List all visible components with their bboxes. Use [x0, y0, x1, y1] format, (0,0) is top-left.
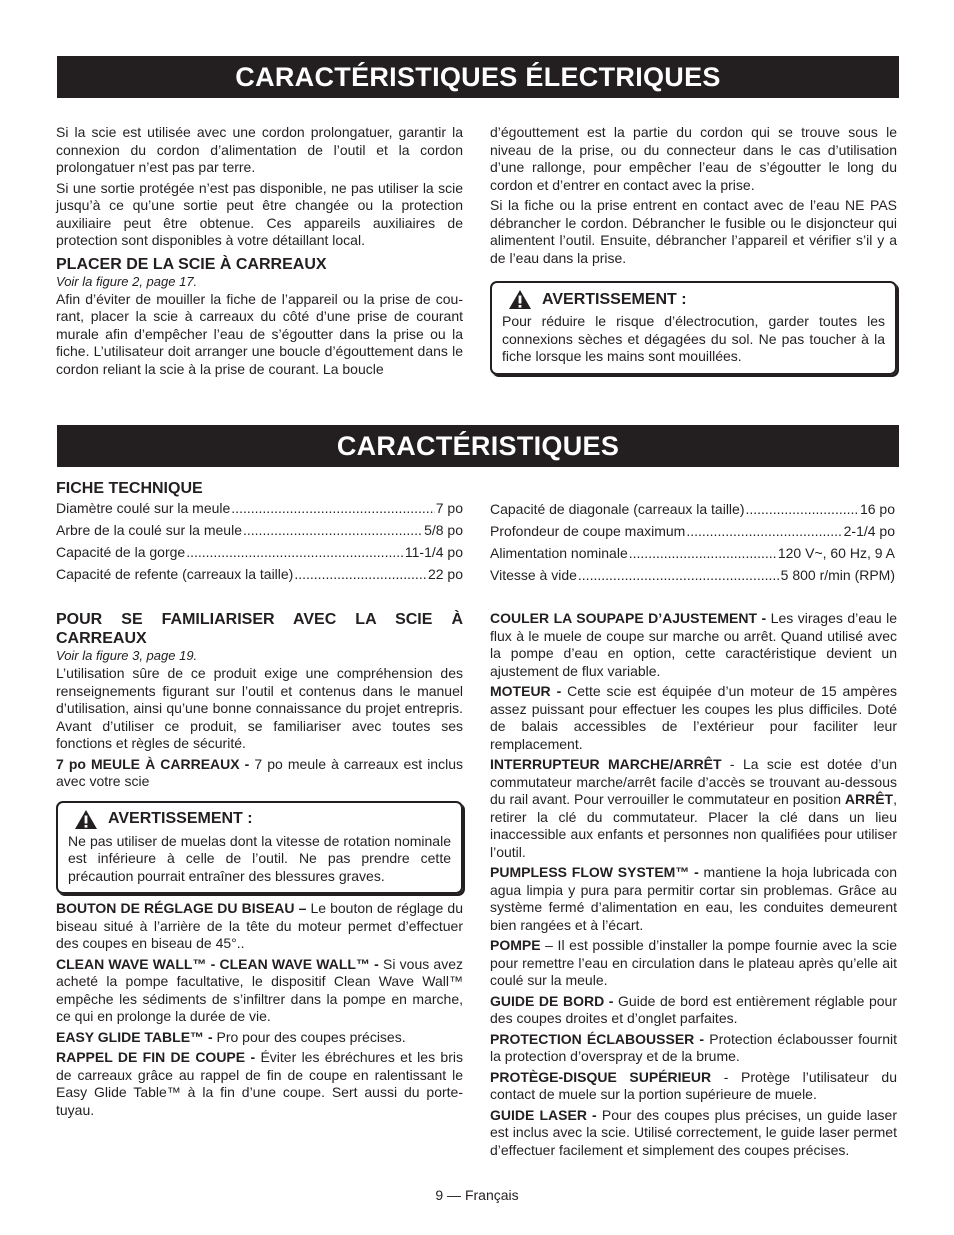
- feature-item: MOTEUR - Cette scie est équipée d’un moteur de 15 ampères assez puissant pour effectuer les coupes les plus difficiles. Doté de balais accessibles de l’extérieur pour faciliter leur remplacement.: [490, 683, 897, 752]
- spec-label: Alimentation nominale: [490, 545, 628, 561]
- spec-label: Arbre de la coulé sur la meule: [56, 522, 242, 538]
- warning-triangle-icon: [508, 289, 532, 310]
- section-title-electrical: CARACTÉRISTIQUES ÉLECTRIQUES: [57, 56, 899, 98]
- feature-item: PROTÈGE-DISQUE SUPÉRIEUR - Protège l’utilisateur du contact de muele sur la portion supérieure de muele.: [490, 1068, 897, 1102]
- feature-item: INTERRUPTEUR MARCHE/ARRÊT - La scie est dotée d’un commutateur marche/arrêt facile d’accès se trouvant au-dessous du rail avant. Pour verrouiller le commutateur en position ARRÊT, retirer la clé du commutateur. Placer la clé dans un lieu inaccessible aux enfants et personnes non qualifiées pour utiliser l’outil.: [490, 756, 897, 860]
- spec-row: [56, 500, 463, 522]
- paragraph: d’égouttement est la partie du cordon qui se trouve sous le niveau de la prise, ou du connecteur dans le cas d’utilisation d’une rallonge, pour empêcher l’eau de s’égoutter le long du cordon et d’entrer en contact avec la prise.: [490, 124, 897, 193]
- spec-row: [56, 522, 463, 544]
- specs-right-column: [490, 501, 895, 589]
- page-footer: 9 — Français: [435, 1187, 519, 1203]
- warning-header: [68, 809, 451, 830]
- paragraph: Si une sortie protégée n’est pas disponible, ne pas utiliser la scie jusqu’à ce qu’une sortie peut être changée ou la protection auxiliaire peut être obtenue. Ces appareils auxiliaires de protection sont disponibles à votre détaillant local.: [56, 179, 463, 248]
- subheading: PLACER DE LA SCIE À CARREAUX: [56, 255, 327, 273]
- spec-label: Capacité de refente (carreaux la taille): [56, 566, 294, 582]
- paragraph: L’utilisation sûre de ce produit exige une compréhension des renseignements figurant sur l’outil et contenus dans le manuel d’utilisation, ainsi qu’une bonne connaissance du projet entrepris. Avant d’utiliser ce produit, se familiariser avec toutes ses fonctions et règles de sécurité.: [56, 665, 463, 751]
- warning-text: Ne pas utiliser de muelas dont la vitesse de rotation nominale est inférieure à celle de l’outil. Ne pas prendre cette précaution pourrait entraîner des blessures graves.: [68, 832, 451, 884]
- subheading: POUR SE FAMILIARISER AVEC LA SCIE À CARREAUX: [56, 611, 463, 647]
- feature-item: 7 po MEULE À CARREAUX - 7 po meule à carreaux est inclus avec votre scie: [56, 755, 463, 789]
- spec-value: 22 po: [427, 566, 463, 582]
- spec-value: 2-1/4 po: [843, 523, 895, 539]
- spec-row: [56, 544, 463, 566]
- warning-box: [56, 801, 463, 895]
- spec-label: Diamètre coulé sur la meule: [56, 500, 231, 516]
- spec-label: Profondeur de coupe maximum: [490, 523, 686, 539]
- feature-item: BOUTON DE RÉGLAGE DU BISEAU – Le bouton de réglage du biseau situé à l’arrière de la tête du moteur permet d’effectuer des coupes en biseau de 45°..: [56, 900, 463, 951]
- figure-reference: Voir la figure 3, page 19.: [56, 648, 198, 663]
- warning-text: Pour réduire le risque d’électrocution, garder toutes les connexions sèches et dégagées du sol. Ne pas toucher à la fiche lorsque les mains sont mouillées.: [502, 313, 885, 364]
- spec-value: 5 800 r/min (RPM): [780, 567, 895, 583]
- feature-item: RAPPEL DE FIN DE COUPE - Éviter les ébréchures et les bris de carreaux grâce au rappel de fin de coupe en ralentissant le Easy Glide Table™ à la fin d’une coupe. Sert aussi du porte-tuyau.: [56, 1049, 463, 1118]
- features-left-column: [56, 610, 463, 1122]
- spec-heading: FICHE TECHNIQUE: [56, 480, 203, 497]
- spec-value: 120 V~, 60 Hz, 9 A: [777, 545, 895, 561]
- spec-row: [490, 567, 895, 589]
- spec-value: 11-1/4 po: [404, 544, 463, 560]
- feature-item: CLEAN WAVE WALL™ - CLEAN WAVE WALL™ - Si vous avez acheté la pompe facultative, le dispositif Clean Wave Wall™ empêche les sédiments de s’infiltrer dans la pompe en marche, ce qui en prolonge la durée de vie.: [56, 955, 464, 1024]
- spec-value: 5/8 po: [424, 522, 463, 538]
- figure-reference: Voir la figure 2, page 17.: [56, 273, 198, 289]
- warning-box: [490, 281, 897, 375]
- section-title-features: CARACTÉRISTIQUES: [57, 425, 899, 467]
- warning-title: AVERTISSEMENT :: [108, 810, 253, 827]
- specs-left-column: [56, 479, 463, 588]
- feature-item: COULER LA SOUPAPE D’AJUSTEMENT - Les virages d’eau le flux à le muele de coupe sur marche ou arrêt. Quand utilisé avec la pompe d’eau en option, cette caractéristique devient un ajustement de flux variable.: [490, 610, 897, 679]
- spec-row: [56, 566, 463, 588]
- spec-row: [490, 545, 895, 567]
- warning-header: [502, 289, 885, 310]
- spec-row: [490, 501, 895, 523]
- electrical-right-column: [490, 124, 897, 270]
- paragraph: Si la fiche ou la prise entrent en contact avec de l’eau NE PAS débrancher le cordon. Débrancher le fusible ou le disjoncteur qui alimentent l’outil. Ensuite, débrancher l’appareil et vérifier s’il y a de l’eau dans la prise.: [490, 197, 897, 266]
- paragraph: Afin d’éviter de mouiller la fiche de l’appareil ou la prise de cou-rant, placer la scie à carreaux du côté d’une prise de courant murale afin d’empêcher l’eau de s’égoutter dans la prise ou la fiche. L’utilisateur doit arranger une boucle d’égouttement dans le cordon reliant la scie à la prise de courant. La boucle: [56, 290, 463, 377]
- spec-label: Capacité de la gorge: [56, 544, 186, 560]
- features-right-column: [490, 610, 897, 1162]
- feature-item: EASY GLIDE TABLE™ - Pro pour des coupes précises.: [56, 1028, 406, 1045]
- warning-title: AVERTISSEMENT :: [542, 290, 687, 308]
- spec-row: [490, 523, 895, 545]
- electrical-left-column: [56, 124, 463, 381]
- warning-triangle-icon: [74, 809, 98, 830]
- spec-value: 7 po: [435, 500, 463, 516]
- feature-item: PUMPLESS FLOW SYSTEM™ - mantiene la hoja lubricada con agua limpia y pura para permitir cortar sin problemas. Grâce au système fermé d’alimentation en eau, les conduites demeurent bien rangées et à l’écart.: [490, 864, 897, 933]
- feature-item: POMPE – Il est possible d’installer la pompe fournie avec la scie pour remettre l’eau en circulation dans le plateau après qu’elle ait coulé sur la meule.: [490, 937, 897, 988]
- feature-item: PROTECTION ÉCLABOUSSER - Protection éclabousser fournit la protection d’overspray et de la brume.: [490, 1030, 897, 1064]
- spec-label: Capacité de diagonale (carreaux la taille): [490, 501, 745, 517]
- feature-item: GUIDE LASER - Pour des coupes plus précises, un guide laser est inclus avec la scie. Utilisé correctement, le guide laser permet d’effectuer facilement et simplement des coupes précises.: [490, 1106, 898, 1158]
- spec-label: Vitesse à vide: [490, 567, 577, 583]
- feature-item: GUIDE DE BORD - Guide de bord est entièrement réglable pour des coupes droites et d’onglet parfaites.: [490, 992, 897, 1026]
- paragraph: Si la scie est utilisée avec une cordon prolongatuer, garantir la connexion du cordon d’alimentation de l’outil et la cordon prolongatuer n’est pas par terre.: [56, 124, 463, 175]
- spec-value: 16 po: [859, 501, 895, 517]
